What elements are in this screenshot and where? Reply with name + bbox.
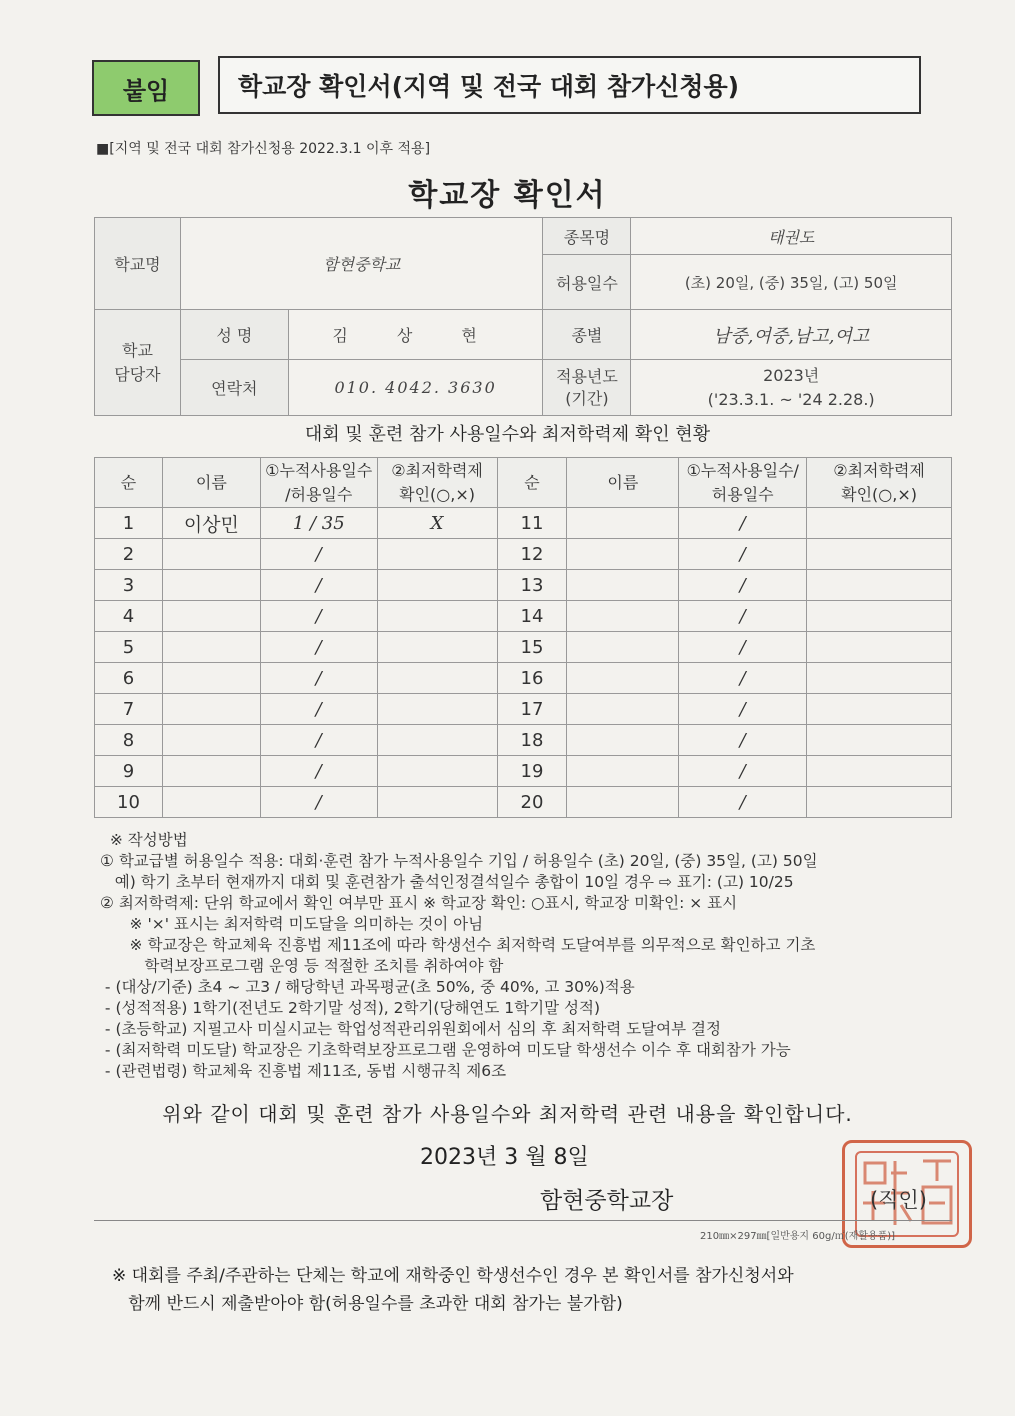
- days-cell: /: [679, 632, 807, 663]
- days-cell: /: [260, 632, 377, 663]
- row-number-cell: 12: [497, 539, 567, 570]
- col-check-1: ②최저학력제 확인(○,×): [377, 458, 497, 508]
- col-check-2: ②최저학력제 확인(○,×): [807, 458, 952, 508]
- instruction-line: ② 최저학력제: 단위 학교에서 확인 여부만 표시 ※ 학교장 확인: ○표시, 학교장 미확인: × 표시: [100, 894, 738, 912]
- row-number-cell: 13: [497, 570, 567, 601]
- days-cell: /: [679, 601, 807, 632]
- principal-title: 함현중학교장: [540, 1188, 674, 1214]
- student-name-cell: [162, 787, 260, 818]
- days-cell: /: [260, 663, 377, 694]
- academic-check-cell: [807, 663, 952, 694]
- instruction-line: 학력보장프로그램 운영 등 적절한 조치를 취하여야 함: [100, 957, 504, 975]
- usage-row: [95, 570, 952, 601]
- row-number-cell: 16: [497, 663, 567, 694]
- days-cell: /: [260, 725, 377, 756]
- year-value: 2023년: [763, 365, 820, 385]
- usage-row: [95, 508, 952, 539]
- days-cell: /: [260, 570, 377, 601]
- writing-instructions: [100, 830, 960, 1082]
- student-name-cell: [162, 632, 260, 663]
- row-number-cell: 11: [497, 508, 567, 539]
- name-label: 성 명: [180, 310, 288, 360]
- academic-check-cell: [377, 632, 497, 663]
- instruction-line: ※ 학교장은 학교체육 진흥법 제11조에 따라 학생선수 최저학력 도달여부를 의무적으로 확인하고 기초: [100, 936, 816, 954]
- manager-label: 학교 담당자: [95, 310, 181, 416]
- academic-check-cell: [807, 570, 952, 601]
- student-name-cell: [162, 539, 260, 570]
- academic-check-cell: [377, 725, 497, 756]
- days-cell: /: [679, 694, 807, 725]
- instruction-line: - (초등학교) 지필고사 미실시교는 학업성적관리위원회에서 심의 후 최저학력 도달여부 결정: [100, 1020, 721, 1038]
- seal-label: (직인): [870, 1188, 927, 1212]
- instruction-line: - (최저학력 미도달) 학교장은 기초학력보장프로그램 운영하여 미도달 학생선수 이수 후 대회참가 가능: [100, 1041, 791, 1059]
- days-cell: /: [679, 663, 807, 694]
- days-cell: /: [679, 725, 807, 756]
- student-name-cell: [162, 694, 260, 725]
- instruction-line: ※ '×' 표시는 최저학력 미도달을 의미하는 것이 아님: [100, 915, 484, 933]
- row-number-cell: 8: [95, 725, 163, 756]
- category-label: 종별: [543, 310, 631, 360]
- student-name-cell: [162, 601, 260, 632]
- info-table: [94, 217, 952, 416]
- academic-check-cell: [807, 508, 952, 539]
- academic-check-cell: [377, 663, 497, 694]
- col-no-1: 순: [95, 458, 163, 508]
- usage-row: [95, 539, 952, 570]
- academic-check-cell: [807, 787, 952, 818]
- usage-row: [95, 787, 952, 818]
- period-value: ('23.3.1. ~ '24 2.28.): [707, 389, 875, 409]
- student-name-cell: [162, 756, 260, 787]
- allowed-days-label: 허용일수: [543, 255, 631, 310]
- attachment-tag: 붙임: [92, 60, 200, 116]
- row-number-cell: 6: [95, 663, 163, 694]
- usage-row: [95, 601, 952, 632]
- days-cell: /: [260, 694, 377, 725]
- academic-check-cell: [807, 632, 952, 663]
- student-name-cell: [567, 694, 679, 725]
- contact-value: 010. 4042. 3630: [288, 360, 543, 416]
- usage-table: [94, 457, 952, 818]
- category-value: 남중,여중,남고,여고: [631, 310, 952, 360]
- academic-check-cell: [377, 756, 497, 787]
- days-cell: /: [679, 756, 807, 787]
- academic-check-cell: [807, 756, 952, 787]
- academic-check-cell: [377, 787, 497, 818]
- days-cell: /: [679, 508, 807, 539]
- school-label: 학교명: [95, 218, 181, 310]
- student-name-cell: [567, 632, 679, 663]
- confirmation-statement: 위와 같이 대회 및 훈련 참가 사용일수와 최저학력 관련 내용을 확인합니다.: [162, 1102, 853, 1126]
- academic-check-cell: [807, 601, 952, 632]
- event-value: 태권도: [631, 218, 952, 255]
- instruction-line: - (성적적용) 1학기(전년도 2학기말 성적), 2학기(당해연도 1학기말 성적): [100, 999, 600, 1017]
- usage-section-title: 대회 및 훈련 참가 사용일수와 최저학력제 확인 현황: [304, 424, 711, 445]
- signature-date: 2023년 3 월 8일: [420, 1145, 589, 1170]
- academic-check-cell: [377, 601, 497, 632]
- year-label: 적용년도 (기간): [543, 360, 631, 416]
- instruction-line: 예) 학기 초부터 현재까지 대회 및 훈련참가 출석인정결석일수 총합이 10일 경우 ⇨ 표기: (고) 10/25: [100, 873, 794, 891]
- academic-check-cell: [807, 725, 952, 756]
- days-cell: /: [679, 539, 807, 570]
- row-number-cell: 14: [497, 601, 567, 632]
- instruction-line: - (관련법령) 학교체육 진흥법 제11조, 동법 시행규칙 제6조: [100, 1062, 507, 1080]
- row-number-cell: 9: [95, 756, 163, 787]
- days-cell: /: [679, 570, 807, 601]
- academic-check-cell: [807, 539, 952, 570]
- footer-line: ※ 대회를 주최/주관하는 단체는 학교에 재학중인 학생선수인 경우 본 확인서를 참가신청서와: [112, 1266, 794, 1286]
- event-label: 종목명: [543, 218, 631, 255]
- student-name-cell: [162, 663, 260, 694]
- usage-row: [95, 694, 952, 725]
- instruction-line: ※ 작성방법: [100, 831, 188, 849]
- submission-notice: [112, 1262, 962, 1318]
- col-days-1: ①누적사용일수 /허용일수: [260, 458, 377, 508]
- academic-check-cell: [807, 694, 952, 725]
- row-number-cell: 5: [95, 632, 163, 663]
- student-name-cell: 이상민: [162, 508, 260, 539]
- usage-header-row: [95, 458, 952, 508]
- student-name-cell: [567, 539, 679, 570]
- row-number-cell: 17: [497, 694, 567, 725]
- usage-row: [95, 632, 952, 663]
- academic-check-cell: [377, 539, 497, 570]
- student-name-cell: [567, 787, 679, 818]
- row-number-cell: 10: [95, 787, 163, 818]
- instruction-line: ① 학교급별 허용일수 적용: 대회·훈련 참가 누적사용일수 기입 / 허용일수 (초) 20일, (중) 35일, (고) 50일: [100, 852, 818, 870]
- row-number-cell: 20: [497, 787, 567, 818]
- days-cell: /: [260, 756, 377, 787]
- usage-row: [95, 663, 952, 694]
- row-number-cell: 15: [497, 632, 567, 663]
- usage-row: [95, 756, 952, 787]
- row-number-cell: 19: [497, 756, 567, 787]
- col-days-2: ①누적사용일수/ 허용일수: [679, 458, 807, 508]
- footer-divider: [94, 1220, 952, 1221]
- days-cell: /: [679, 787, 807, 818]
- paper-spec-note: 210㎜×297㎜[일반용지 60g/㎡(재활용품)]: [700, 1231, 896, 1242]
- academic-check-cell: [377, 570, 497, 601]
- manager-name-value: 김 상 현: [288, 310, 543, 360]
- academic-check-cell: X: [377, 508, 497, 539]
- school-value: 함현중학교: [180, 218, 543, 310]
- page-title: 학교장 확인서: [408, 178, 607, 213]
- days-cell: /: [260, 601, 377, 632]
- contact-label: 연락처: [180, 360, 288, 416]
- student-name-cell: [567, 725, 679, 756]
- student-name-cell: [162, 570, 260, 601]
- row-number-cell: 18: [497, 725, 567, 756]
- applicability-notice: ■[지역 및 전국 대회 참가신청용 2022.3.1 이후 적용]: [96, 141, 431, 157]
- student-name-cell: [162, 725, 260, 756]
- row-number-cell: 4: [95, 601, 163, 632]
- header-title: 학교장 확인서(지역 및 전국 대회 참가신청용): [218, 56, 921, 114]
- row-number-cell: 2: [95, 539, 163, 570]
- student-name-cell: [567, 508, 679, 539]
- student-name-cell: [567, 663, 679, 694]
- usage-row: [95, 725, 952, 756]
- days-cell: /: [260, 787, 377, 818]
- instruction-line: - (대상/기준) 초4 ~ 고3 / 해당학년 과목평균(초 50%, 중 40%, 고 30%)적용: [100, 978, 635, 996]
- year-cell: [631, 360, 952, 416]
- allowed-days-value: (초) 20일, (중) 35일, (고) 50일: [631, 255, 952, 310]
- student-name-cell: [567, 756, 679, 787]
- col-name-1: 이름: [162, 458, 260, 508]
- col-name-2: 이름: [567, 458, 679, 508]
- student-name-cell: [567, 601, 679, 632]
- col-no-2: 순: [497, 458, 567, 508]
- academic-check-cell: [377, 694, 497, 725]
- row-number-cell: 7: [95, 694, 163, 725]
- row-number-cell: 1: [95, 508, 163, 539]
- student-name-cell: [567, 570, 679, 601]
- row-number-cell: 3: [95, 570, 163, 601]
- days-cell: /: [260, 539, 377, 570]
- footer-line: 함께 반드시 제출받아야 함(허용일수를 초과한 대회 참가는 불가함): [112, 1294, 623, 1314]
- days-cell: 1 / 35: [260, 508, 377, 539]
